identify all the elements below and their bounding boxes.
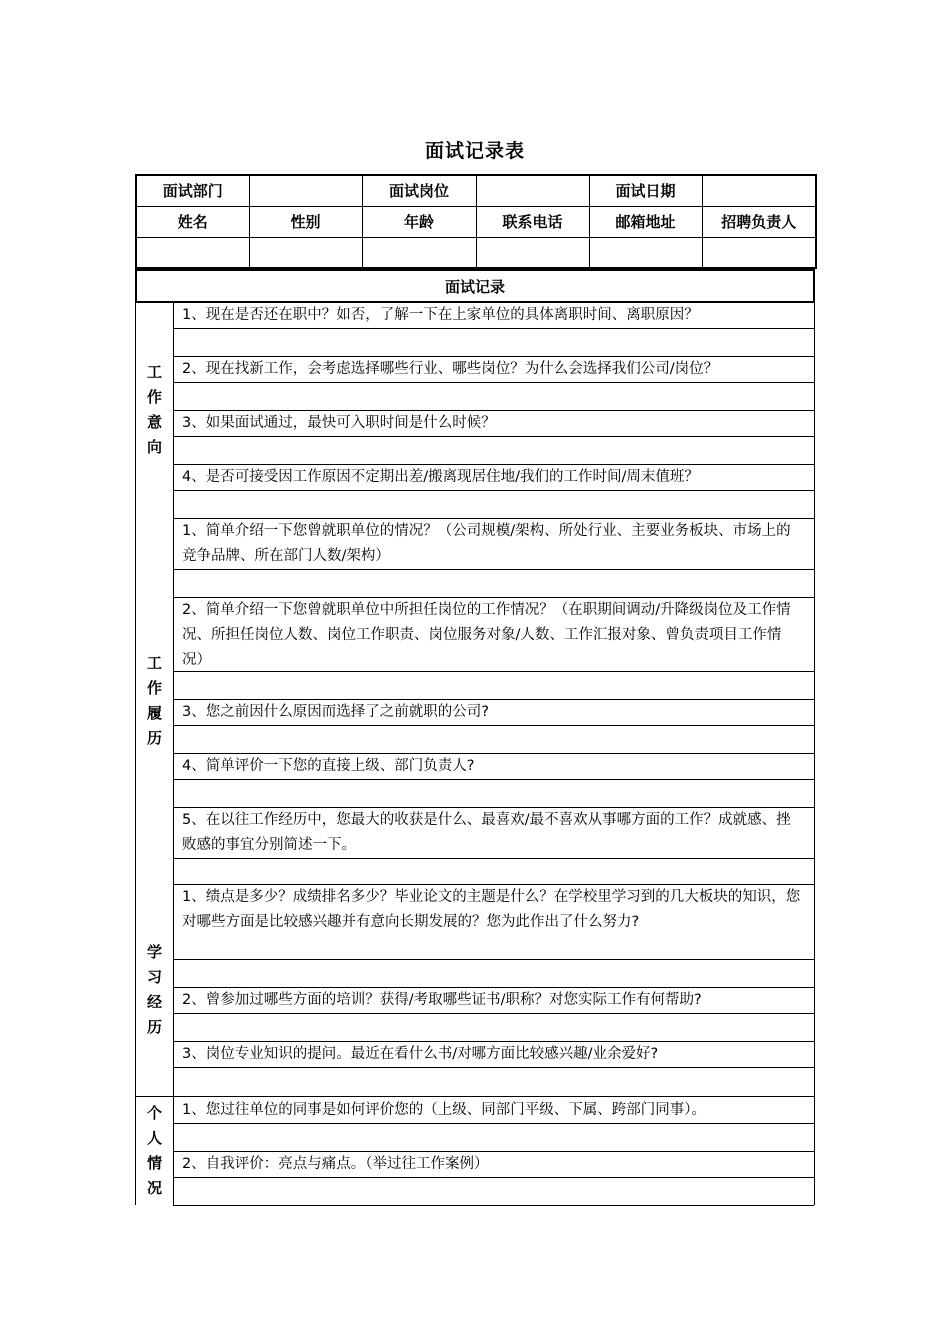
label-email: 邮箱地址 xyxy=(589,206,702,237)
question-item: 1、现在是否还在职中？如否，了解一下在上家单位的具体离职时间、离职原因？ xyxy=(173,302,814,329)
field-interview-dept[interactable] xyxy=(249,175,362,206)
section-work-history xyxy=(135,518,815,884)
section-work-intention xyxy=(135,302,815,518)
field-email[interactable] xyxy=(589,237,702,268)
label-name: 姓名 xyxy=(136,206,249,237)
question-item: 4、是否可接受因工作原因不定期出差/搬离现居住地/我们的工作时间/周末值班？ xyxy=(173,464,814,491)
question-item: 3、您之前因什么原因而选择了之前就职的公司? xyxy=(173,699,814,726)
record-title-table xyxy=(135,269,815,303)
label-age: 年龄 xyxy=(362,206,476,237)
answer-field[interactable] xyxy=(173,1014,814,1042)
label-interview-position: 面试岗位 xyxy=(362,175,476,206)
question-item: 5、在以往工作经历中，您最大的收获是什么、最喜欢/最不喜欢从事哪方面的工作？成就感、挫败感的事宜分别简述一下。 xyxy=(173,807,814,859)
answer-field[interactable] xyxy=(173,329,814,357)
answer-field[interactable] xyxy=(173,672,814,700)
question-item: 2、简单介绍一下您曾就职单位中所担任岗位的工作情况？（在职期间调动/升降级岗位及工作情况、所担任岗位人数、岗位工作职责、岗位服务对象/人数、工作汇报对象、曾负责项目工作情况） xyxy=(173,597,814,672)
answer-field[interactable] xyxy=(173,1178,814,1206)
question-item: 4、简单评价一下您的直接上级、部门负责人? xyxy=(173,753,814,780)
question-item: 2、自我评价：亮点与痛点。（举过往工作案例） xyxy=(173,1151,814,1178)
answer-field[interactable] xyxy=(173,491,814,519)
answer-field[interactable] xyxy=(173,726,814,754)
field-phone[interactable] xyxy=(476,237,589,268)
answer-field[interactable] xyxy=(173,960,814,988)
field-interview-position[interactable] xyxy=(476,175,589,206)
record-title: 面试记录 xyxy=(136,270,814,302)
question-item: 3、如果面试通过，最快可入职时间是什么时候？ xyxy=(173,410,814,437)
section-label: 学 习 经 历 xyxy=(135,884,174,1096)
field-age[interactable] xyxy=(362,237,476,268)
field-gender[interactable] xyxy=(249,237,362,268)
question-item: 1、绩点是多少？成绩排名多少？毕业论文的主题是什么？在学校里学习到的几大板块的知识，您对哪些方面是比较感兴趣并有意向长期发展的？您为此作出了什么努力? xyxy=(173,884,814,960)
section-education xyxy=(135,884,815,1096)
answer-field[interactable] xyxy=(173,1124,814,1152)
answer-field[interactable] xyxy=(173,859,814,885)
document-title: 面试记录表 xyxy=(424,140,525,162)
question-item: 2、现在找新工作，会考虑选择哪些行业、哪些岗位？为什么会选择我们公司/岗位？ xyxy=(173,356,814,383)
question-item: 3、岗位专业知识的提问。最近在看什么书/对哪方面比较感兴趣/业余爱好? xyxy=(173,1041,814,1068)
label-interview-date: 面试日期 xyxy=(589,175,702,206)
field-recruiter[interactable] xyxy=(702,237,816,268)
section-label: 工 作 意 向 xyxy=(135,302,174,518)
question-item: 2、曾参加过哪些方面的培训？获得/考取哪些证书/职称？对您实际工作有何帮助? xyxy=(173,987,814,1014)
answer-field[interactable] xyxy=(173,383,814,411)
label-recruiter: 招聘负责人 xyxy=(702,206,816,237)
field-interview-date[interactable] xyxy=(702,175,816,206)
label-gender: 性别 xyxy=(249,206,362,237)
question-item: 1、简单介绍一下您曾就职单位的情况？（公司规模/架构、所处行业、主要业务板块、市场上的竞争品牌、所在部门人数/架构） xyxy=(173,518,814,570)
interview-info-table xyxy=(135,174,817,269)
answer-field[interactable] xyxy=(173,1068,814,1097)
answer-field[interactable] xyxy=(173,437,814,465)
section-label: 工 作 履 历 xyxy=(135,518,174,884)
field-name[interactable] xyxy=(136,237,249,268)
question-item: 1、您过往单位的同事是如何评价您的（上级、同部门平级、下属、跨部门同事）。 xyxy=(173,1097,814,1124)
label-interview-dept: 面试部门 xyxy=(136,175,249,206)
label-phone: 联系电话 xyxy=(476,206,589,237)
section-personal xyxy=(135,1096,815,1205)
answer-field[interactable] xyxy=(173,570,814,598)
section-label: 个 人 情 况 xyxy=(135,1097,174,1205)
answer-field[interactable] xyxy=(173,780,814,808)
